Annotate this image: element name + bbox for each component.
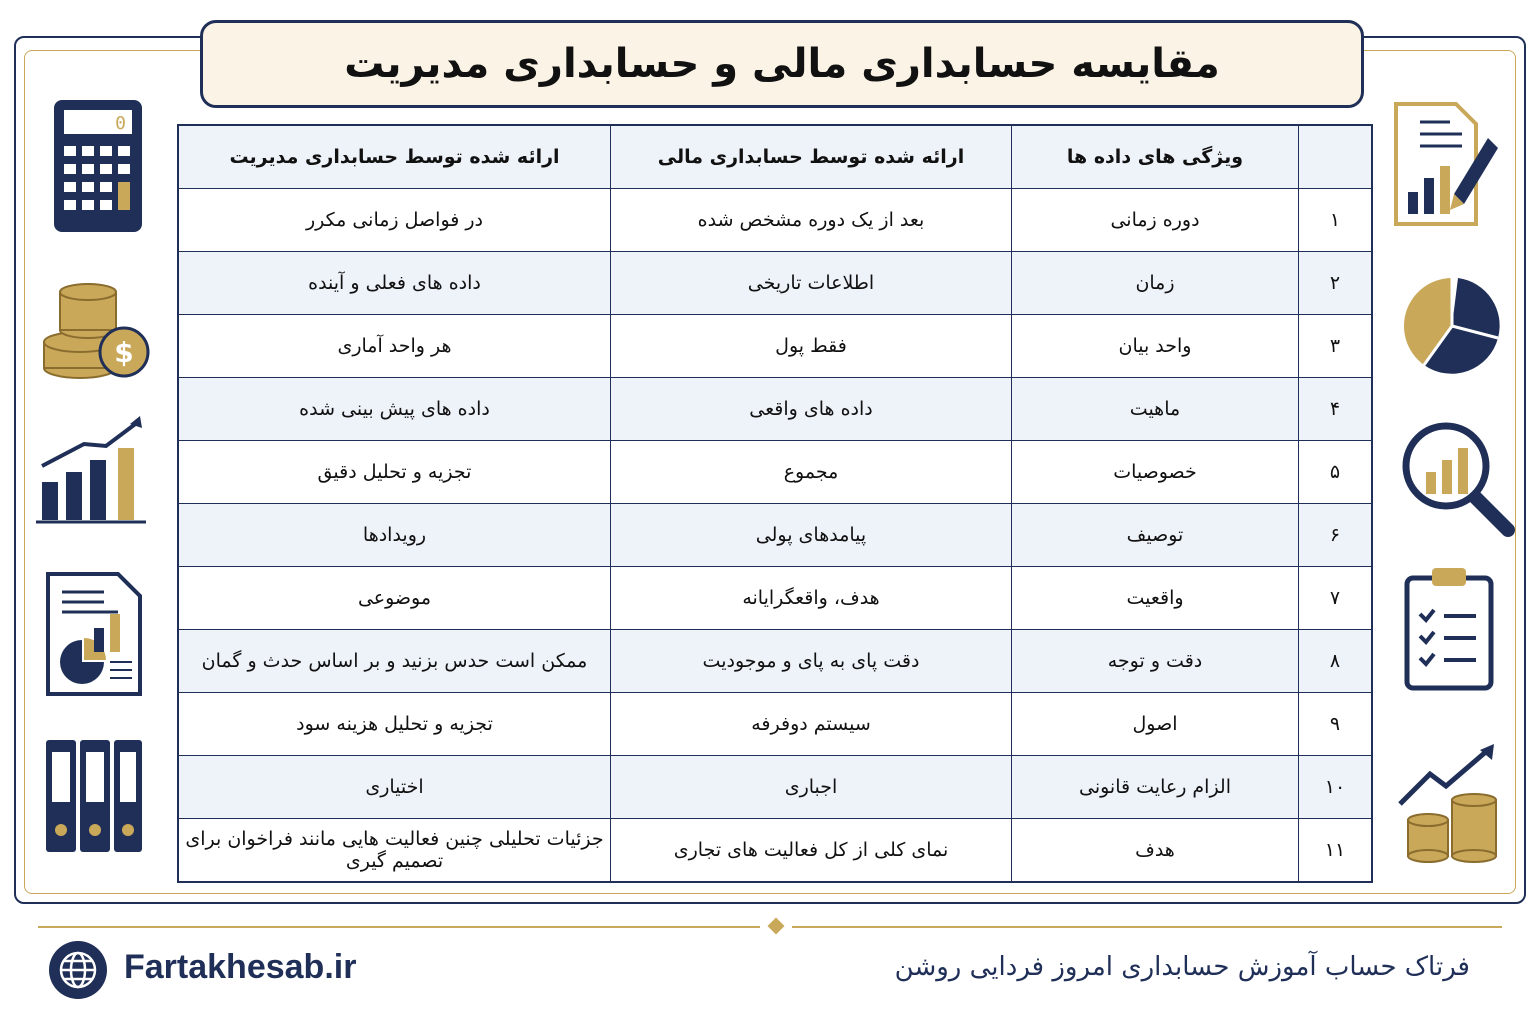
row-number: ۶ bbox=[1299, 504, 1373, 567]
website-link[interactable]: Fartakhesab.ir bbox=[124, 948, 357, 986]
row-managerial: اختیاری bbox=[178, 756, 611, 819]
coins-icon bbox=[40, 272, 152, 382]
clipboard-icon bbox=[1404, 564, 1494, 692]
row-number: ۵ bbox=[1299, 441, 1373, 504]
row-financial: بعد از یک دوره مشخص شده bbox=[611, 189, 1012, 252]
row-managerial: تجزیه و تحلیل هزینه سود bbox=[178, 693, 611, 756]
row-financial: پیامدهای پولی bbox=[611, 504, 1012, 567]
document-pen-icon bbox=[1392, 100, 1504, 228]
binders-icon bbox=[44, 738, 144, 854]
row-number: ۹ bbox=[1299, 693, 1373, 756]
row-financial: اجباری bbox=[611, 756, 1012, 819]
table-row bbox=[178, 378, 1372, 441]
row-managerial: در فواصل زمانی مکرر bbox=[178, 189, 611, 252]
row-feature: توصیف bbox=[1012, 504, 1299, 567]
title-banner bbox=[200, 20, 1364, 108]
row-feature: واحد بیان bbox=[1012, 315, 1299, 378]
row-managerial: هر واحد آماری bbox=[178, 315, 611, 378]
calculator-icon bbox=[52, 98, 144, 234]
comparison-table bbox=[177, 124, 1373, 883]
coins-growth-icon bbox=[1394, 744, 1506, 864]
row-number: ۲ bbox=[1299, 252, 1373, 315]
pie-chart-icon bbox=[1402, 276, 1502, 376]
footer-divider-right bbox=[792, 926, 1502, 928]
row-feature: زمان bbox=[1012, 252, 1299, 315]
row-number: ۱ bbox=[1299, 189, 1373, 252]
calculator-display: 0 bbox=[115, 113, 126, 134]
row-feature: الزام رعایت قانونی bbox=[1012, 756, 1299, 819]
header-feature: ویژگی های داده ها bbox=[1012, 125, 1299, 189]
row-financial: هدف، واقعگرایانه bbox=[611, 567, 1012, 630]
row-number: ۷ bbox=[1299, 567, 1373, 630]
row-financial: نمای کلی از کل فعالیت های تجاری bbox=[611, 819, 1012, 883]
header-managerial: ارائه شده توسط حسابداری مدیریت bbox=[178, 125, 611, 189]
report-icon bbox=[44, 570, 144, 698]
row-feature: دوره زمانی bbox=[1012, 189, 1299, 252]
row-managerial: تجزیه و تحلیل دقیق bbox=[178, 441, 611, 504]
row-feature: اصول bbox=[1012, 693, 1299, 756]
row-number: ۱۰ bbox=[1299, 756, 1373, 819]
row-financial: دقت پای به پای و موجودیت bbox=[611, 630, 1012, 693]
table-row bbox=[178, 252, 1372, 315]
table-row bbox=[178, 189, 1372, 252]
row-feature: ماهیت bbox=[1012, 378, 1299, 441]
row-number: ۴ bbox=[1299, 378, 1373, 441]
table-row bbox=[178, 504, 1372, 567]
row-feature: دقت و توجه bbox=[1012, 630, 1299, 693]
row-financial: مجموع bbox=[611, 441, 1012, 504]
row-managerial: داده های فعلی و آینده bbox=[178, 252, 611, 315]
row-managerial: جزئیات تحلیلی چنین فعالیت هایی مانند فراخوان برای تصمیم گیری bbox=[178, 819, 611, 883]
growth-chart-icon bbox=[34, 414, 150, 526]
row-feature: واقعیت bbox=[1012, 567, 1299, 630]
row-feature: هدف bbox=[1012, 819, 1299, 883]
footer-diamond bbox=[768, 918, 785, 935]
dollar-sign: $ bbox=[114, 336, 134, 369]
magnifier-chart-icon bbox=[1400, 420, 1518, 540]
row-managerial: موضوعی bbox=[178, 567, 611, 630]
table-row bbox=[178, 315, 1372, 378]
row-number: ۸ bbox=[1299, 630, 1373, 693]
footer-divider-left bbox=[38, 926, 760, 928]
page-title: مقایسه حسابداری مالی و حسابداری مدیریت bbox=[344, 41, 1220, 87]
row-financial: فقط پول bbox=[611, 315, 1012, 378]
table-row bbox=[178, 567, 1372, 630]
row-managerial: رویدادها bbox=[178, 504, 611, 567]
header-financial: ارائه شده توسط حسابداری مالی bbox=[611, 125, 1012, 189]
table-row bbox=[178, 441, 1372, 504]
header-number bbox=[1299, 125, 1373, 189]
row-financial: اطلاعات تاریخی bbox=[611, 252, 1012, 315]
row-number: ۱۱ bbox=[1299, 819, 1373, 883]
row-managerial: داده های پیش بینی شده bbox=[178, 378, 611, 441]
globe-icon bbox=[48, 940, 108, 1000]
row-number: ۳ bbox=[1299, 315, 1373, 378]
row-financial: داده های واقعی bbox=[611, 378, 1012, 441]
table-header-row bbox=[178, 125, 1372, 189]
table-row bbox=[178, 630, 1372, 693]
row-feature: خصوصیات bbox=[1012, 441, 1299, 504]
row-financial: سیستم دوفرفه bbox=[611, 693, 1012, 756]
footer-slogan: فرتاک حساب آموزش حسابداری امروز فردایی روشن bbox=[894, 952, 1470, 982]
table-row bbox=[178, 693, 1372, 756]
table-row bbox=[178, 756, 1372, 819]
row-managerial: ممکن است حدس بزنید و بر اساس حدث و گمان bbox=[178, 630, 611, 693]
table-row bbox=[178, 819, 1372, 883]
